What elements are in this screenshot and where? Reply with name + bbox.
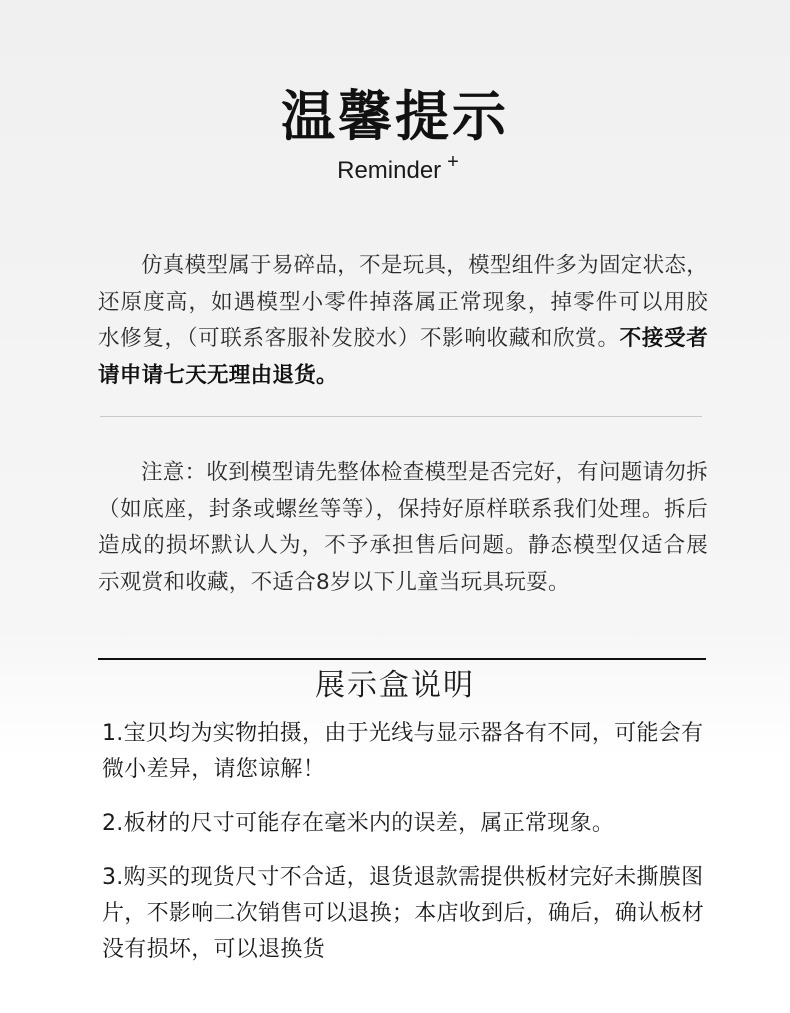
list-item: 2.板材的尺寸可能存在毫米内的误差，属正常现象。 (102, 811, 615, 836)
return-policy-notice: 不接受者请申请七天无理由退货。 (98, 326, 709, 389)
plus-icon: + (447, 151, 459, 173)
reminder-paragraph (98, 248, 708, 395)
list-item: 1.宝贝均为实物拍摄，由于光线与显示器各有不同，可能会有微小差异，请您谅解！ (102, 721, 704, 782)
inspection-notice-paragraph: 注意：收到模型请先整体检查模型是否完好，有问题请勿拆（如底座，封条或螺丝等等），保持好原样联系我们处理。拆后造成的损坏默认人为，不予承担售后问题。静态模型仅适合展示观赏和收藏，不适合8岁以下儿童当玩具玩耍。 (98, 460, 708, 596)
reminder-paragraph-text: 仿真模型属于易碎品，不是玩具，模型组件多为固定状态，还原度高，如遇模型小零件掉落属正常现象，掉零件可以用胶水修复，（可联系客服补发胶水）不影响收藏和欣赏。 (98, 253, 708, 352)
display-box-divider (98, 658, 706, 660)
display-box-notes (102, 716, 707, 986)
section-divider (100, 416, 702, 417)
page-subtitle (0, 151, 790, 189)
display-box-title: 展示盒说明 (315, 668, 475, 703)
page-title: 温馨提示 (281, 85, 509, 148)
subtitle-text: Reminder (337, 157, 442, 184)
list-item: 3.购买的现货尺寸不合适，退货退款需提供板材完好未撕膜图片，不影响二次销售可以退换；本店收到后，确后，确认板材没有损坏，可以退换货 (102, 865, 705, 962)
